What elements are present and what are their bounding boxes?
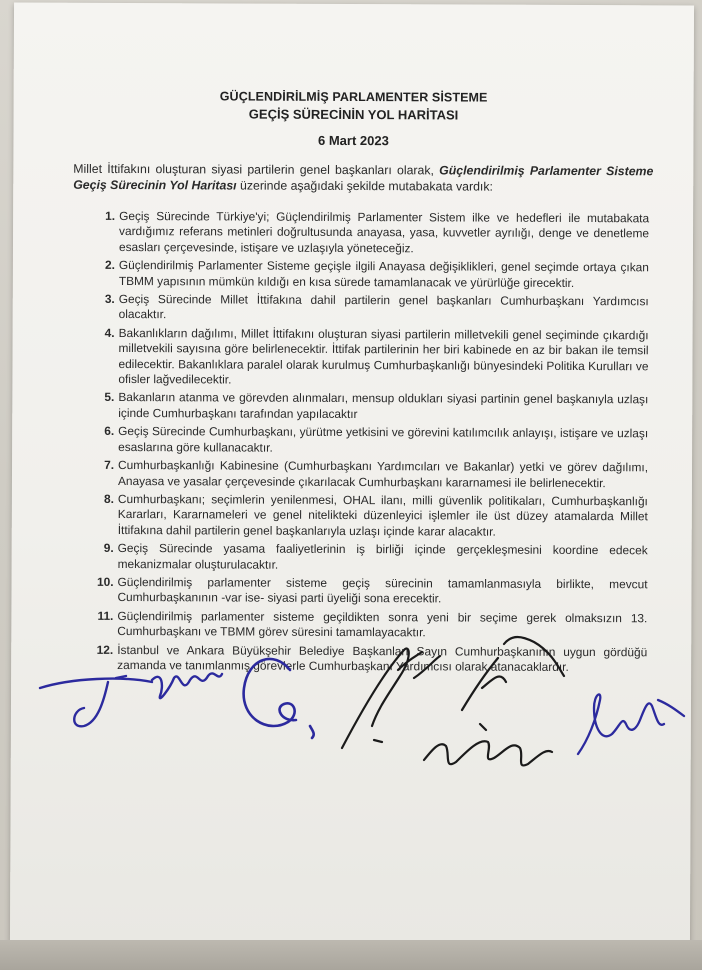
list-item — [89, 292, 649, 325]
list-item — [89, 209, 649, 258]
signature-3 — [342, 649, 440, 748]
intro-text-end: üzerinde aşağıdaki şekilde mutabakata vardık: — [236, 178, 493, 194]
signature-1 — [40, 673, 222, 726]
item-text: Geçiş Sürecinde Cumhurbaşkanı, yürütme yetkisini ve görevini katılımcılık anlayışı, istişare ve uzlaşı esaslarına göre kullanacaktır. — [118, 424, 649, 455]
item-text: Geçiş Sürecinde Millet İttifakına dahil partilerin genel başkanları Cumhurbaşkanı Yardımcısı olacaktır. — [118, 292, 649, 322]
item-text: Cumhurbaşkanı; seçimlerin yenilenmesi, OHAL ilanı, milli güvenlik politikaları, Cumhurbaşkanlığı Kararları, Kararnameleri ve genel nitelikteki düzenleyici işlemler ile üst düzey atamalarda Millet İttifakına dahil partilerin genel başkanlarıyla uzlaşı içinde karar alacaktır. — [117, 491, 648, 539]
item-number: 1. — [105, 208, 116, 223]
item-text: Güçlendirilmiş parlamenter sisteme geçiş sürecinin tamamlanmasıyla birlikte, mevcut Cumhurbaşkanının -var ise- siyasi parti üyeliği sona erecektir. — [117, 574, 648, 606]
list-item — [88, 326, 648, 390]
item-number: 7. — [104, 458, 115, 473]
item-text: Güçlendirilmiş Parlamenter Sisteme geçişle ilgili Anayasa değişiklikleri, genel seçimde ortaya çıkan TBMM yapısının mümkün kıldığı en kısa sürede tamamlanacak ve yürürlüğe girecektir. — [118, 258, 649, 290]
title-line-2: GEÇİŞ SÜRECİNİN YOL HARİTASI — [248, 106, 459, 123]
document-header — [13, 89, 693, 150]
list-item — [88, 492, 648, 541]
list-item — [88, 390, 648, 423]
intro-text-start: Millet İttifakını oluşturan siyasi partilerin genel başkanları olarak, — [73, 161, 440, 178]
item-number: 12. — [96, 642, 114, 657]
item-text: İstanbul ve Ankara Büyükşehir Belediye Başkanları Sayın Cumhurbaşkanının uygun gördüğü zamanda ve tanımlanmış görevlerle Cumhurbaşkanı Yardımcısı olarak atanacaklardır. — [117, 642, 648, 674]
item-text: Bakanların atanma ve görevden alınmaları, mensup oldukları siyasi partinin genel başkanıyla uzlaşı içinde Cumhurbaşkanı tarafından yapılacaktır — [118, 390, 649, 421]
table-surface — [0, 940, 702, 970]
item-number: 6. — [104, 424, 115, 439]
intro-paragraph — [73, 161, 653, 196]
signature-2 — [244, 659, 314, 738]
item-number: 5. — [104, 390, 115, 405]
item-number: 3. — [104, 291, 115, 306]
item-number: 2. — [104, 258, 115, 273]
signature-5 — [578, 694, 684, 754]
agreement-list — [87, 209, 649, 679]
item-text: Geçiş Sürecinde Türkiye'yi; Güçlendirilmiş Parlamenter Sistem ilke ve hedefleri ile mutabakata vardığımız referans metinleri doğrultusunda anayasa, yasa, kuvvetler ayrılığı, denge ve denetleme esasları çerçevesinde, istişare ve uzlaşıyla yöneteceğiz. — [118, 208, 650, 256]
list-item — [89, 258, 649, 291]
item-text: Güçlendirilmiş parlamenter sisteme geçildikten sonra yeni bir seçime gerek olmaksızın 13. Cumhurbaşkanı ve TBMM görev süresini tamamlayacaktır. — [117, 608, 648, 640]
item-text: Bakanlıkların dağılımı, Millet İttifakını oluşturan siyasi partilerin milletvekili genel seçiminde çıkardığı milletvekili sayısına göre belirlenecektir. İttifak partilerinin her biri kabinede en az bir bakan ile temsil edilecektir. Bakanlıklara paralel olarak kurulmuş Cumhurbaşkanlığı bünyesindeki Politika Kurulları ve ofisler lağvedilecektir. — [118, 325, 649, 387]
list-item — [88, 541, 648, 574]
item-number: 10. — [96, 574, 114, 589]
item-number: 9. — [103, 541, 114, 556]
item-number: 8. — [103, 491, 114, 506]
item-text: Geçiş Sürecinde yasama faaliyetlerinin iş birliği içinde gerçekleşmesini koordine edecek mekanizmalar oluşturulacaktır. — [117, 541, 648, 572]
signatures-area — [12, 630, 702, 820]
item-number: 4. — [104, 325, 115, 340]
signature-4 — [424, 637, 564, 765]
title-line-1: GÜÇLENDİRİLMİŞ PARLAMENTER SİSTEME — [219, 89, 488, 105]
list-item — [88, 458, 648, 491]
document-date: 6 Mart 2023 — [318, 132, 389, 149]
item-number: 11. — [97, 608, 114, 623]
list-item — [87, 575, 647, 608]
item-text: Cumhurbaşkanlığı Kabinesine (Cumhurbaşkanı Yardımcıları ve Bakanlar) yetki ve görev dağılımı, Anayasa ve yasalar çerçevesinde çıkarılacak Cumhurbaşkanı kararnamesi ile belirlenecektir. — [117, 458, 649, 490]
intro-emphasis: Güçlendirilmiş Parlamenter Sisteme Geçiş Sürecinin Yol Haritası — [73, 163, 654, 193]
list-item — [88, 424, 648, 457]
